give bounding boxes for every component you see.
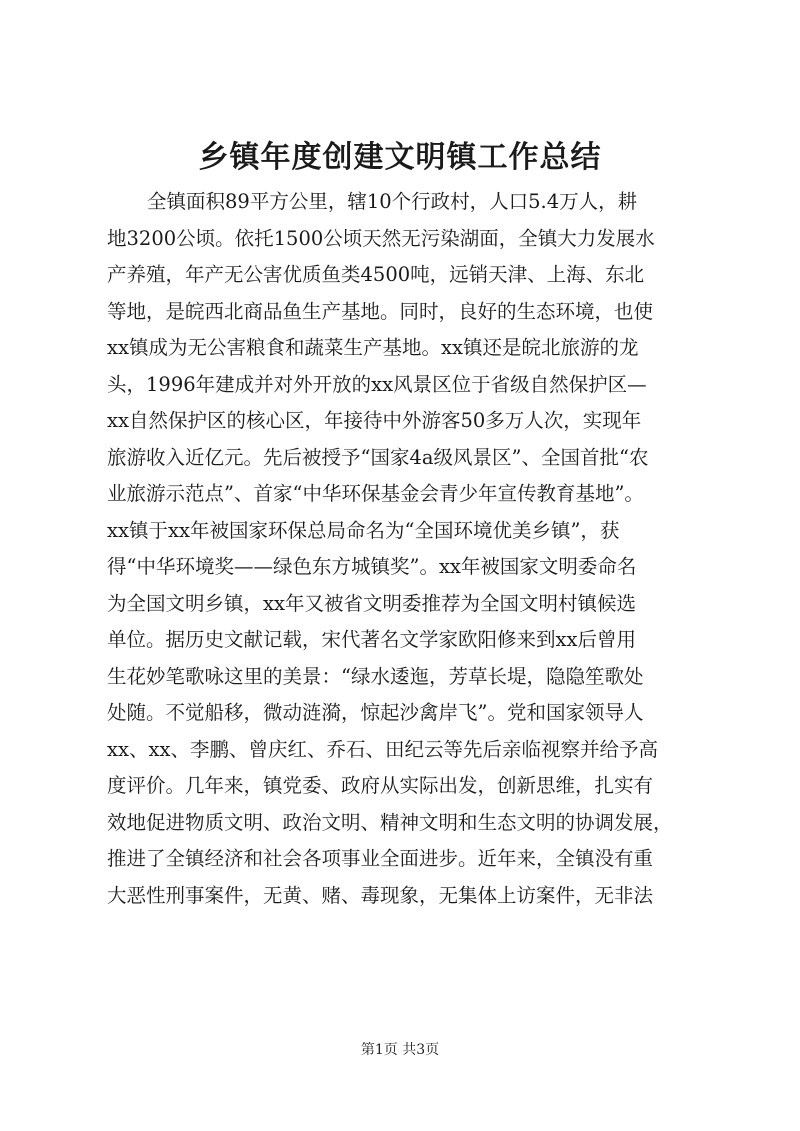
text-line: 大恶性刑事案件，无黄、赌、毒现象，无集体上访案件，无非法: [107, 883, 654, 907]
text-line: 为全国文明乡镇，xx年又被省文明委推荐为全国文明村镇候选: [107, 591, 636, 615]
text-line: 头，1996年建成并对外开放的xx风景区位于省级自然保护区—: [107, 372, 647, 396]
text-line: xx自然保护区的核心区，年接待中外游客50多万人次，实现年: [107, 409, 642, 432]
text-line: 地3200公顷。依托1500公顷天然无污染湖面，全镇大力发展水: [107, 226, 655, 250]
text-line: 生花妙笔歌咏这里的美景：“绿水逶迤，芳草长堤，隐隐笙歌处: [107, 664, 644, 688]
text-line: 度评价。几年来，镇党委、政府从实际出发，创新思维，扎实有: [107, 774, 654, 797]
text-line: xx镇于xx年被国家环保总局命名为“全国环境优美乡镇”，获: [107, 518, 620, 542]
document-title: 乡镇年度创建文明镇工作总结: [198, 140, 602, 175]
text-line: 单位。据历史文献记载，宋代著名文学家欧阳修来到xx后曾用: [107, 628, 636, 651]
text-line: xx、xx、李鹏、曾庆红、乔石、田纪云等先后亲临视察并给予高: [107, 737, 658, 761]
text-line: 产养殖，年产无公害优质鱼类4500吨，远销天津、上海、东北: [107, 263, 645, 286]
text-line: 推进了全镇经济和社会各项事业全面进步。近年来，全镇没有重: [107, 847, 654, 870]
body-paragraph: [107, 184, 697, 914]
text-line: 等地，是皖西北商品鱼生产基地。同时，良好的生态环境，也使: [107, 299, 654, 323]
text-line: 全镇面积89平方公里，辖10个行政村，人口5.4万人，耕: [147, 190, 638, 213]
text-line: 业旅游示范点”、首家“中华环保基金会青少年宣传教育基地”。: [107, 482, 644, 505]
text-line: xx镇成为无公害粮食和蔬菜生产基地。xx镇还是皖北旅游的龙: [107, 336, 639, 359]
text-line: 得“中华环境奖——绿色东方城镇奖”。xx年被国家文明委命名: [107, 555, 637, 578]
text-line: 效地促进物质文明、政治文明、精神文明和生态文明的协调发展，: [107, 810, 673, 834]
text-line: 旅游收入近亿元。先后被授予“国家4a级风景区”、全国首批“农: [107, 445, 649, 469]
text-line: 处随。不觉船移，微动涟漪，惊起沙禽岸飞”。党和国家领导人: [107, 701, 644, 724]
page-number-footer: 第1页 共3页: [360, 1042, 440, 1058]
